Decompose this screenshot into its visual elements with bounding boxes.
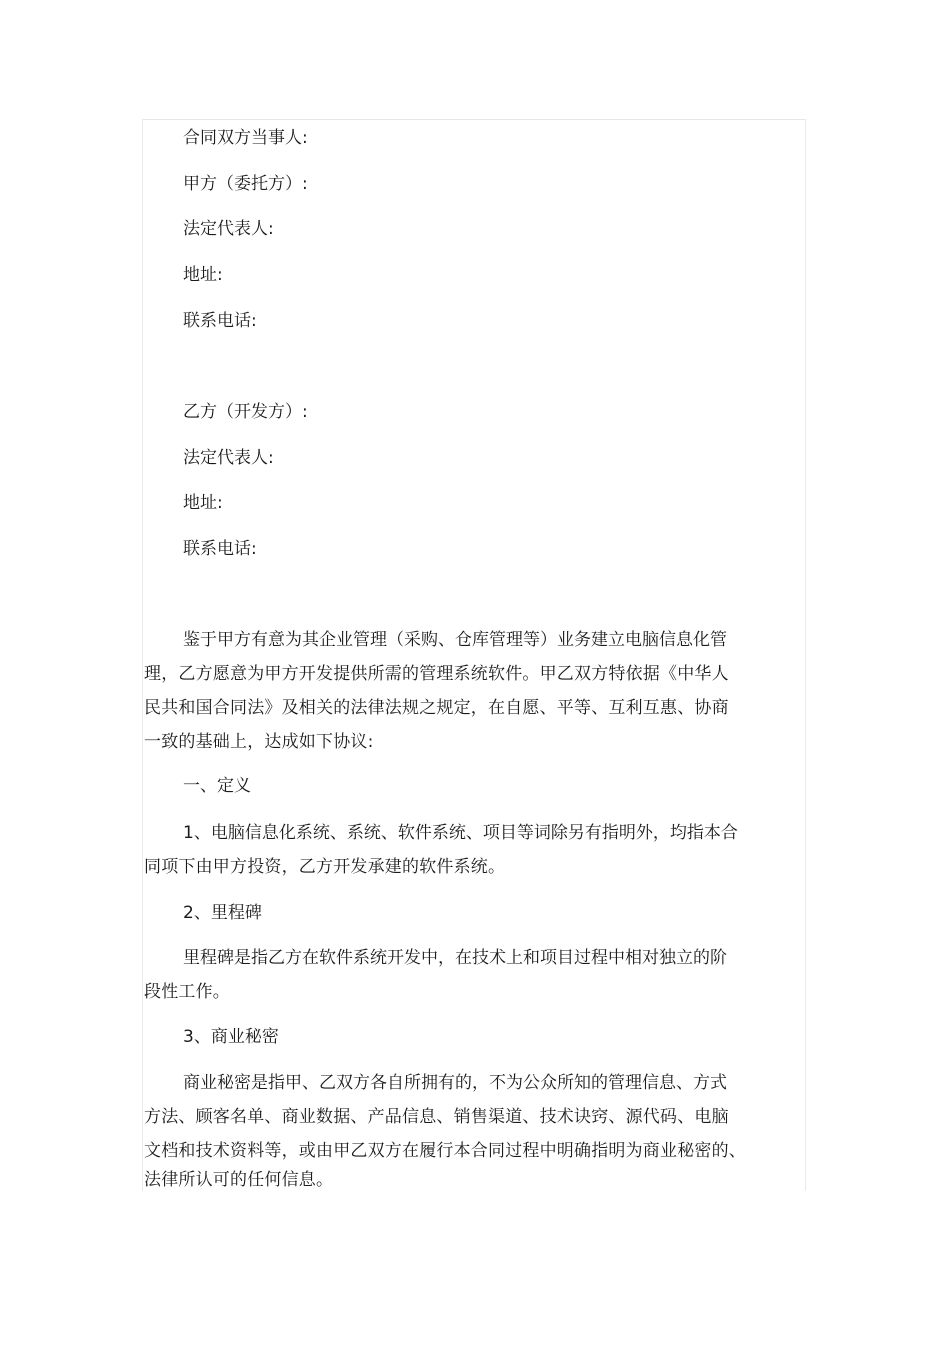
- section-1-title: 一、定义: [183, 776, 251, 796]
- party-a-address-label: 地址:: [183, 265, 223, 285]
- definition-3-line: 文档和技术资料等，或由甲乙双方在履行本合同过程中明确指明为商业秘密的、: [144, 1141, 746, 1161]
- party-b-rep-label: 法定代表人:: [183, 448, 274, 468]
- party-b-title: 乙方（开发方）:: [183, 402, 308, 422]
- definition-2-line: 段性工作。: [144, 982, 230, 1002]
- party-a-phone-label: 联系电话:: [183, 311, 257, 331]
- definition-2-line: 里程碑是指乙方在软件系统开发中，在技术上和项目过程中相对独立的阶: [183, 948, 727, 968]
- definition-1-line: 1、电脑信息化系统、系统、软件系统、项目等词除另有指明外，均指本合: [183, 823, 738, 843]
- definition-3-line: 法律所认可的任何信息。: [144, 1170, 334, 1190]
- definition-3-heading: 3、商业秘密: [183, 1027, 279, 1047]
- definition-2-heading: 2、里程碑: [183, 903, 262, 923]
- parties-heading: 合同双方当事人:: [183, 128, 308, 148]
- definition-3-line: 商业秘密是指甲、乙双方各自所拥有的，不为公众所知的管理信息、方式: [183, 1073, 727, 1093]
- preamble-line: 理，乙方愿意为甲方开发提供所需的管理系统软件。甲乙双方特依据《中华人: [144, 664, 729, 684]
- preamble-line: 民共和国合同法》及相关的法律法规之规定，在自愿、平等、互利互惠、协商: [144, 698, 729, 718]
- party-b-phone-label: 联系电话:: [183, 539, 257, 559]
- party-a-rep-label: 法定代表人:: [183, 219, 274, 239]
- definition-1-line: 同项下由甲方投资，乙方开发承建的软件系统。: [144, 857, 506, 877]
- definition-3-line: 方法、顾客名单、商业数据、产品信息、销售渠道、技术诀窍、源代码、电脑: [144, 1107, 729, 1127]
- preamble-line: 鉴于甲方有意为其企业管理（采购、仓库管理等）业务建立电脑信息化管: [183, 630, 727, 650]
- party-a-title: 甲方（委托方）:: [183, 174, 308, 194]
- preamble-line: 一致的基础上，达成如下协议:: [144, 732, 374, 752]
- party-b-address-label: 地址:: [183, 493, 223, 513]
- document-page: [142, 119, 806, 1191]
